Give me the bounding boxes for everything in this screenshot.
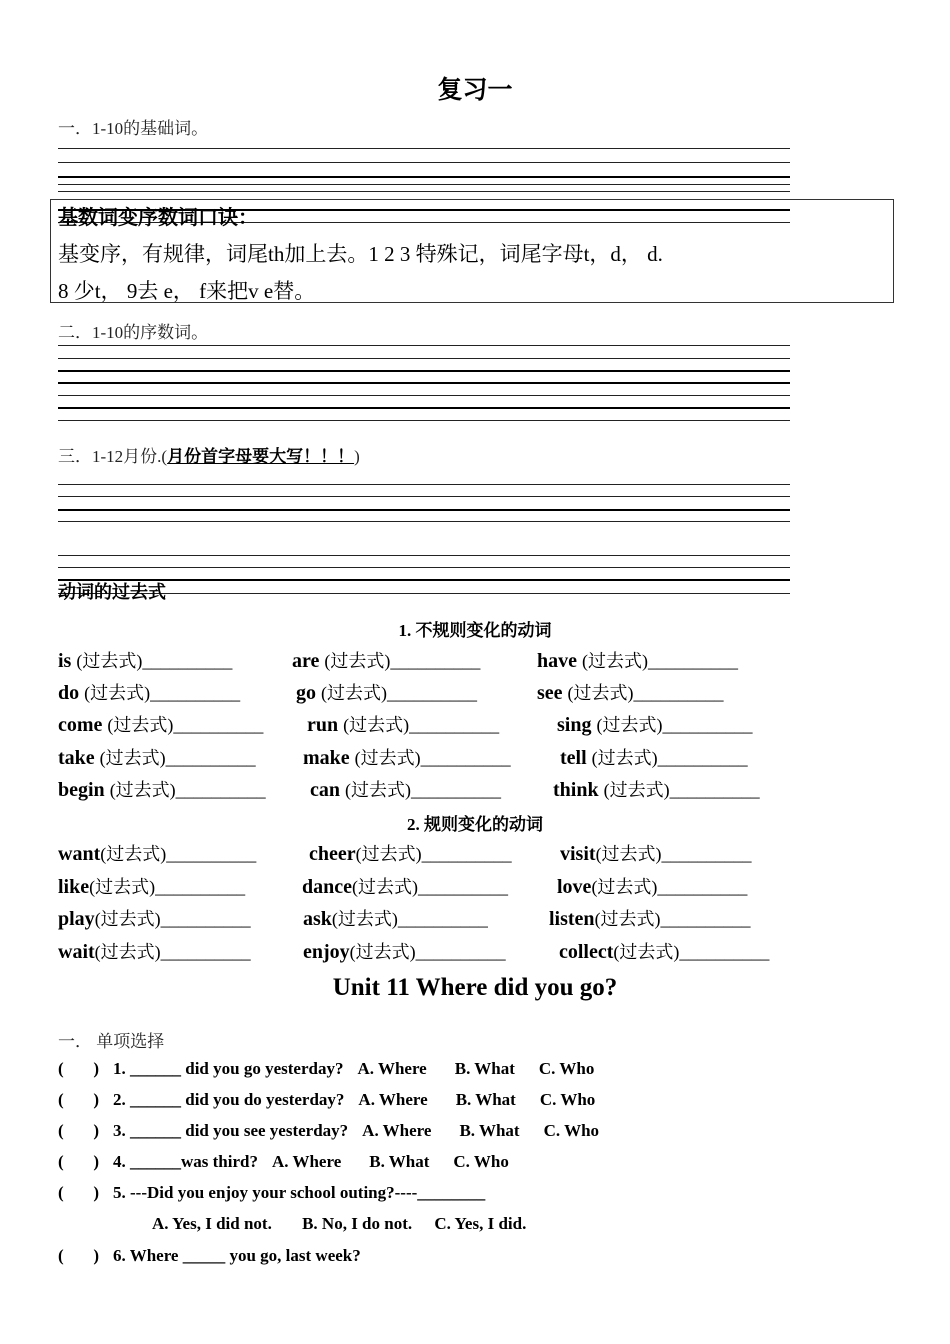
verb-word: begin: [58, 779, 105, 801]
verb-item[interactable]: [58, 873, 245, 899]
answer-line[interactable]: [58, 191, 790, 192]
answer-line[interactable]: [58, 484, 790, 485]
verb-item[interactable]: [557, 711, 752, 737]
question-text: 2. ______ did you do yesterday?: [113, 1090, 345, 1109]
question-text: 1. ______ did you go yesterday?: [113, 1059, 344, 1078]
past-tense-blank[interactable]: (过去式)__________: [596, 715, 753, 735]
past-tense-blank[interactable]: (过去式)__________: [595, 844, 752, 864]
regular-title: 2. 规则变化的动词: [407, 815, 543, 834]
verb-word: cheer: [309, 843, 356, 865]
answer-parenthesis[interactable]: ( ): [58, 1090, 100, 1109]
verb-word: have: [537, 650, 577, 672]
q5-option-a: A. Yes, I did not.: [152, 1214, 272, 1233]
question-1: [58, 1059, 594, 1079]
section-3-close: ): [354, 447, 360, 466]
answer-line[interactable]: [58, 509, 790, 511]
past-tense-blank[interactable]: (过去式)__________: [345, 780, 501, 800]
past-tense-blank[interactable]: (过去式)__________: [352, 877, 508, 897]
answer-line[interactable]: [58, 148, 790, 149]
verbs-heading: 动词的过去式: [58, 582, 166, 602]
past-tense-blank[interactable]: (过去式)__________: [567, 683, 724, 703]
verb-word: collect: [559, 941, 614, 963]
answer-parenthesis[interactable]: ( ): [58, 1152, 100, 1171]
verb-word: are: [292, 650, 320, 672]
answer-line[interactable]: [58, 382, 790, 384]
rhyme-line-1: 基变序，有规律，词尾th加上去。1 2 3 特殊记，词尾字母t，d， d.: [58, 242, 663, 266]
question-6: [58, 1246, 361, 1266]
q5-option-b: B. No, I do not.: [302, 1214, 413, 1233]
answer-line[interactable]: [58, 184, 790, 185]
verb-item[interactable]: [553, 776, 760, 802]
verb-word: see: [537, 682, 563, 704]
verb-word: sing: [557, 714, 592, 736]
past-tense-blank[interactable]: (过去式)__________: [354, 748, 511, 768]
verb-word: do: [58, 682, 80, 704]
verb-word: run: [307, 714, 339, 736]
page-title: 复习一: [437, 77, 513, 104]
past-tense-blank[interactable]: (过去式)__________: [613, 942, 770, 962]
past-tense-blank[interactable]: (过去式)__________: [99, 748, 256, 768]
choice-section-label: 一． 单项选择: [58, 1032, 165, 1051]
answer-parenthesis[interactable]: ( ): [58, 1183, 100, 1202]
verb-item[interactable]: [58, 679, 240, 705]
past-tense-blank[interactable]: (过去式)__________: [324, 651, 481, 671]
past-tense-blank[interactable]: (过去式)__________: [591, 748, 748, 768]
verb-word: play: [58, 908, 95, 930]
past-tense-blank[interactable]: (过去式)__________: [76, 651, 233, 671]
verb-item[interactable]: [559, 938, 769, 964]
answer-line[interactable]: [58, 567, 790, 568]
verb-item[interactable]: [58, 647, 232, 673]
option-a: A. Where: [357, 1059, 427, 1078]
answer-line[interactable]: [58, 496, 790, 497]
past-tense-blank[interactable]: (过去式)__________: [94, 942, 251, 962]
option-a: A. Where: [271, 1152, 342, 1171]
verb-word: love: [557, 876, 592, 898]
section-3-label: [58, 442, 360, 467]
verb-word: go: [296, 682, 316, 704]
past-tense-blank[interactable]: (过去式)__________: [89, 877, 246, 897]
past-tense-blank[interactable]: (过去式)__________: [582, 651, 738, 671]
option-a: A. Where: [358, 1090, 428, 1109]
answer-line[interactable]: [58, 579, 790, 581]
option-c: C. Who: [538, 1059, 595, 1078]
answer-line[interactable]: [58, 395, 790, 396]
answer-line[interactable]: [58, 593, 790, 594]
verb-word: think: [553, 779, 599, 801]
past-tense-blank[interactable]: (过去式)__________: [349, 942, 506, 962]
answer-parenthesis[interactable]: ( ): [58, 1246, 100, 1265]
q5-options: [152, 1214, 526, 1234]
option-b: B. What: [369, 1152, 430, 1171]
past-tense-blank[interactable]: (过去式)__________: [603, 780, 760, 800]
verb-item[interactable]: [303, 905, 488, 931]
verb-word: tell: [560, 747, 587, 769]
capitalize-note: 月份首字母要大写！！！: [167, 447, 355, 466]
verb-item[interactable]: [302, 873, 508, 899]
past-tense-blank[interactable]: (过去式)__________: [84, 683, 241, 703]
option-c: C. Who: [539, 1090, 596, 1109]
verb-word: visit: [560, 843, 596, 865]
past-tense-blank[interactable]: (过去式)__________: [355, 844, 512, 864]
past-tense-blank[interactable]: (过去式)__________: [109, 780, 266, 800]
answer-line[interactable]: [58, 555, 790, 556]
section-2-label: 二．1-10的序数词。: [58, 323, 209, 342]
question-3: [58, 1121, 599, 1141]
verb-item[interactable]: [58, 905, 251, 931]
question-text: 6. Where _____ you go, last week?: [113, 1246, 361, 1265]
question-text: 5. ---Did you enjoy your school outing?----________: [113, 1183, 486, 1202]
verb-item[interactable]: [58, 711, 263, 737]
verb-word: can: [310, 779, 340, 801]
answer-parenthesis[interactable]: ( ): [58, 1121, 100, 1140]
verb-item[interactable]: [560, 840, 752, 866]
verb-word: ask: [303, 908, 332, 930]
verb-item[interactable]: [303, 938, 506, 964]
option-c: C. Who: [453, 1152, 509, 1171]
unit-title: Unit 11 Where did you go?: [332, 974, 618, 1001]
past-tense-blank[interactable]: (过去式)__________: [331, 909, 488, 929]
option-b: B. What: [454, 1059, 515, 1078]
irregular-title: 1. 不规则变化的动词: [398, 621, 552, 640]
answer-line[interactable]: [58, 521, 790, 522]
past-tense-blank[interactable]: (过去式)__________: [594, 909, 751, 929]
option-b: B. What: [459, 1121, 520, 1140]
answer-line[interactable]: [58, 407, 790, 409]
verb-word: take: [58, 747, 95, 769]
verb-item[interactable]: [537, 647, 738, 673]
verb-item[interactable]: [309, 840, 512, 866]
answer-line[interactable]: [58, 420, 790, 421]
verb-item[interactable]: [58, 776, 266, 802]
verb-item[interactable]: [58, 938, 251, 964]
verb-item[interactable]: [537, 679, 724, 705]
past-tense-blank[interactable]: (过去式)__________: [94, 909, 251, 929]
verb-word: wait: [58, 941, 95, 963]
verb-word: dance: [302, 876, 352, 898]
question-4: [58, 1152, 509, 1172]
answer-line[interactable]: [58, 370, 790, 372]
answer-line[interactable]: [58, 162, 790, 163]
verb-item[interactable]: [560, 744, 748, 770]
verb-item[interactable]: [557, 873, 747, 899]
verb-word: listen: [549, 908, 595, 930]
verb-item[interactable]: [310, 776, 501, 802]
past-tense-blank[interactable]: (过去式)__________: [107, 715, 264, 735]
past-tense-blank[interactable]: (过去式)__________: [343, 715, 500, 735]
verb-item[interactable]: [296, 679, 477, 705]
verb-item[interactable]: [58, 840, 256, 866]
rhyme-line-2: 8 少t， 9去 e， f来把v e替。: [58, 279, 316, 303]
section-3-text: 三．1-12月份.(: [58, 447, 168, 466]
past-tense-blank[interactable]: (过去式)__________: [100, 844, 257, 864]
verb-word: come: [58, 714, 103, 736]
verb-word: like: [58, 876, 90, 898]
answer-parenthesis[interactable]: ( ): [58, 1059, 100, 1078]
rhyme-heading: 基数词变序数词口诀：: [58, 207, 258, 229]
option-a: A. Where: [362, 1121, 432, 1140]
verb-word: enjoy: [303, 941, 350, 963]
option-b: B. What: [455, 1090, 516, 1109]
verb-item[interactable]: [307, 711, 499, 737]
option-c: C. Who: [543, 1121, 600, 1140]
verb-item[interactable]: [58, 744, 256, 770]
verb-item[interactable]: [549, 905, 751, 931]
verb-word: is: [58, 650, 72, 672]
answer-line[interactable]: [58, 176, 790, 178]
answer-line[interactable]: [58, 358, 790, 359]
question-text: 4. ______was third?: [113, 1152, 258, 1171]
section-1-label: 一．1-10的基础词。: [58, 119, 209, 138]
verb-item[interactable]: [303, 744, 511, 770]
verb-word: make: [303, 747, 350, 769]
past-tense-blank[interactable]: (过去式)__________: [321, 683, 477, 703]
question-5: [58, 1183, 485, 1203]
verb-item[interactable]: [292, 647, 480, 673]
question-text: 3. ______ did you see yesterday?: [113, 1121, 349, 1140]
past-tense-blank[interactable]: (过去式)__________: [591, 877, 748, 897]
answer-line[interactable]: [58, 345, 790, 346]
verb-word: want: [58, 843, 101, 865]
q5-option-c: C. Yes, I did.: [434, 1214, 527, 1233]
question-2: [58, 1090, 595, 1110]
